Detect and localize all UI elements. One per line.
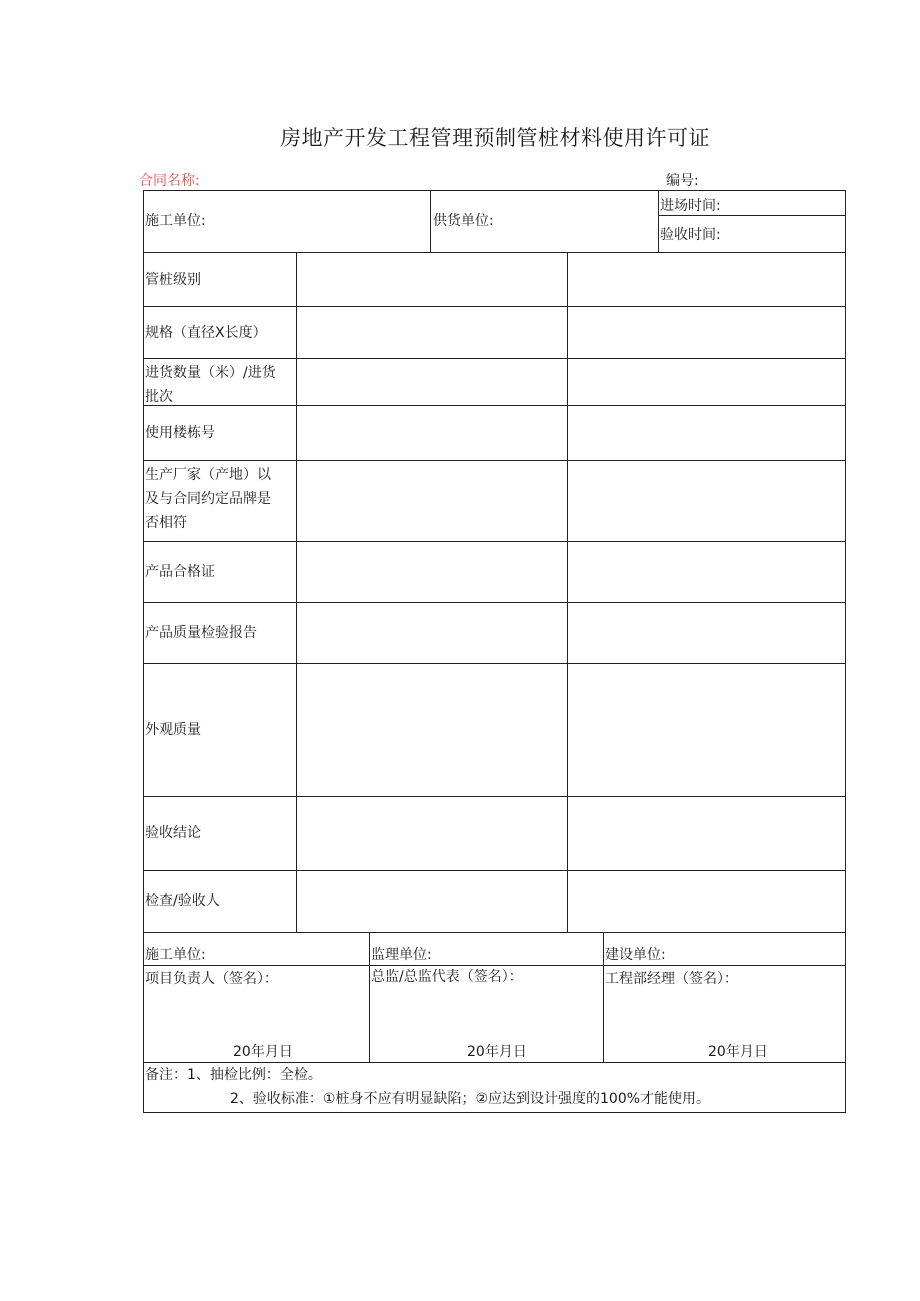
top-row-divider — [430, 190, 431, 252]
acceptance-time-label: 验收时间: — [660, 227, 721, 243]
row-label-pile-grade: 管桩级别 — [145, 272, 201, 288]
table-border-bottom — [143, 1112, 846, 1113]
row-label-manufacturer: 生产厂家（产地）以 及与合同约定品牌是 否相符 — [145, 467, 271, 531]
signoff-divider — [603, 932, 604, 1063]
contract-name-label: 合同名称: — [139, 173, 200, 189]
row-label-inspector: 检查/验收人 — [145, 893, 220, 909]
signoff-date: 20年月日 — [233, 1044, 293, 1060]
page-title: 房地产开发工程管理预制管桩材料使用许可证 — [280, 126, 710, 150]
row-divider — [143, 663, 846, 664]
table-border-left — [143, 190, 144, 1113]
project-lead-signature-label: 项目负责人（签名）： — [145, 971, 278, 987]
row-divider — [143, 252, 846, 253]
row-label-quantity-batch: 进货数量（米）/进货 批次 — [145, 365, 276, 405]
table-border-right — [845, 190, 846, 1113]
signoff-date: 20年月日 — [467, 1044, 527, 1060]
column-divider — [296, 252, 297, 932]
row-divider — [143, 460, 846, 461]
engineering-manager-signature-label: 工程部经理（签名）： — [605, 971, 738, 987]
chief-supervisor-signature-label: 总监/总监代表（签名）： — [371, 969, 523, 985]
row-divider — [143, 358, 846, 359]
signoff-construction-unit: 施工单位: — [145, 947, 206, 963]
row-label-specification: 规格（直径X长度） — [145, 325, 267, 341]
signoff-date: 20年月日 — [708, 1044, 768, 1060]
entry-time-label: 进场时间: — [660, 198, 721, 214]
row-divider — [143, 932, 846, 933]
row-divider — [143, 870, 846, 871]
top-row-divider — [658, 190, 659, 252]
row-label-inspection-report: 产品质量检验报告 — [145, 625, 257, 641]
row-divider — [143, 602, 846, 603]
notes-line-1: 备注：1、抽检比例：全检。 — [145, 1067, 322, 1083]
row-divider — [143, 541, 846, 542]
signoff-divider — [369, 932, 370, 1063]
row-label-building-number: 使用楼栋号 — [145, 425, 215, 441]
row-divider — [143, 306, 846, 307]
serial-number-label: 编号: — [666, 173, 699, 189]
signoff-client-unit: 建设单位: — [605, 947, 666, 963]
row-label-appearance: 外观质量 — [145, 722, 201, 738]
notes-line-2: 2、验收标准：①桩身不应有明显缺陷；②应达到设计强度的100%才能使用。 — [230, 1091, 711, 1107]
row-label-certificate: 产品合格证 — [145, 564, 215, 580]
column-divider — [567, 252, 568, 932]
construction-unit-label: 施工单位: — [145, 213, 206, 229]
supplier-unit-label: 供货单位: — [433, 213, 494, 229]
table-border-top — [143, 190, 846, 191]
row-divider — [143, 796, 846, 797]
signoff-supervision-unit: 监理单位: — [371, 947, 432, 963]
row-label-conclusion: 验收结论 — [145, 825, 201, 841]
